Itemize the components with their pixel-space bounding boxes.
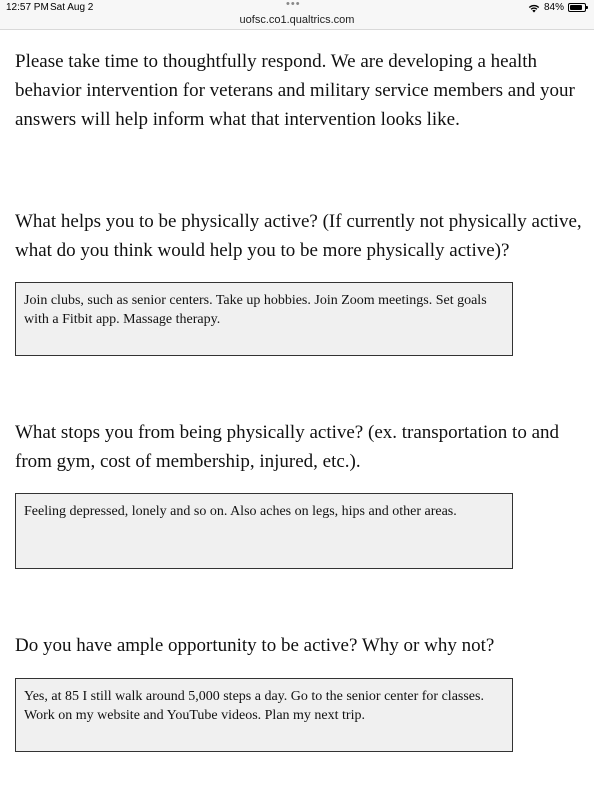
battery-icon (568, 3, 586, 12)
address-bar-url[interactable]: uofsc.co1.qualtrics.com (239, 14, 355, 26)
question-3-text: Do you have ample opportunity to be active? Why or why not? (15, 635, 495, 656)
battery-percent: 84% (543, 2, 564, 13)
status-bar (0, 0, 594, 30)
status-time: 12:57 PM (6, 2, 49, 13)
intro-text: Please take time to thoughtfully respond. We are developing a health behavior intervention for veterans and military service members and your answers will help inform what that intervention looks like. (15, 51, 575, 130)
battery-fill (570, 5, 582, 10)
question-2-text: What stops you from being physically active? (ex. transportation to and from gym, cost of membership, injured, etc.). (15, 422, 559, 472)
wifi-icon (528, 3, 540, 13)
answer-3-textbox[interactable]: Yes, at 85 I still walk around 5,000 steps a day. Go to the senior center for classes. Work on my website and YouTube videos. Plan my next trip. (15, 678, 513, 752)
status-indicators (528, 2, 586, 13)
answer-2-textbox[interactable]: Feeling depressed, lonely and so on. Also aches on legs, hips and other areas. (15, 493, 513, 569)
answer-1-textbox[interactable]: Join clubs, such as senior centers. Take up hobbies. Join Zoom meetings. Set goals with a Fitbit app. Massage therapy. (15, 282, 513, 356)
question-1-text: What helps you to be physically active? (If currently not physically active, what do you think would help you to be more physically active)? (15, 211, 582, 261)
status-date: Sat Aug 2 (50, 2, 94, 13)
multitasking-dots-icon[interactable]: ••• (286, 0, 301, 10)
